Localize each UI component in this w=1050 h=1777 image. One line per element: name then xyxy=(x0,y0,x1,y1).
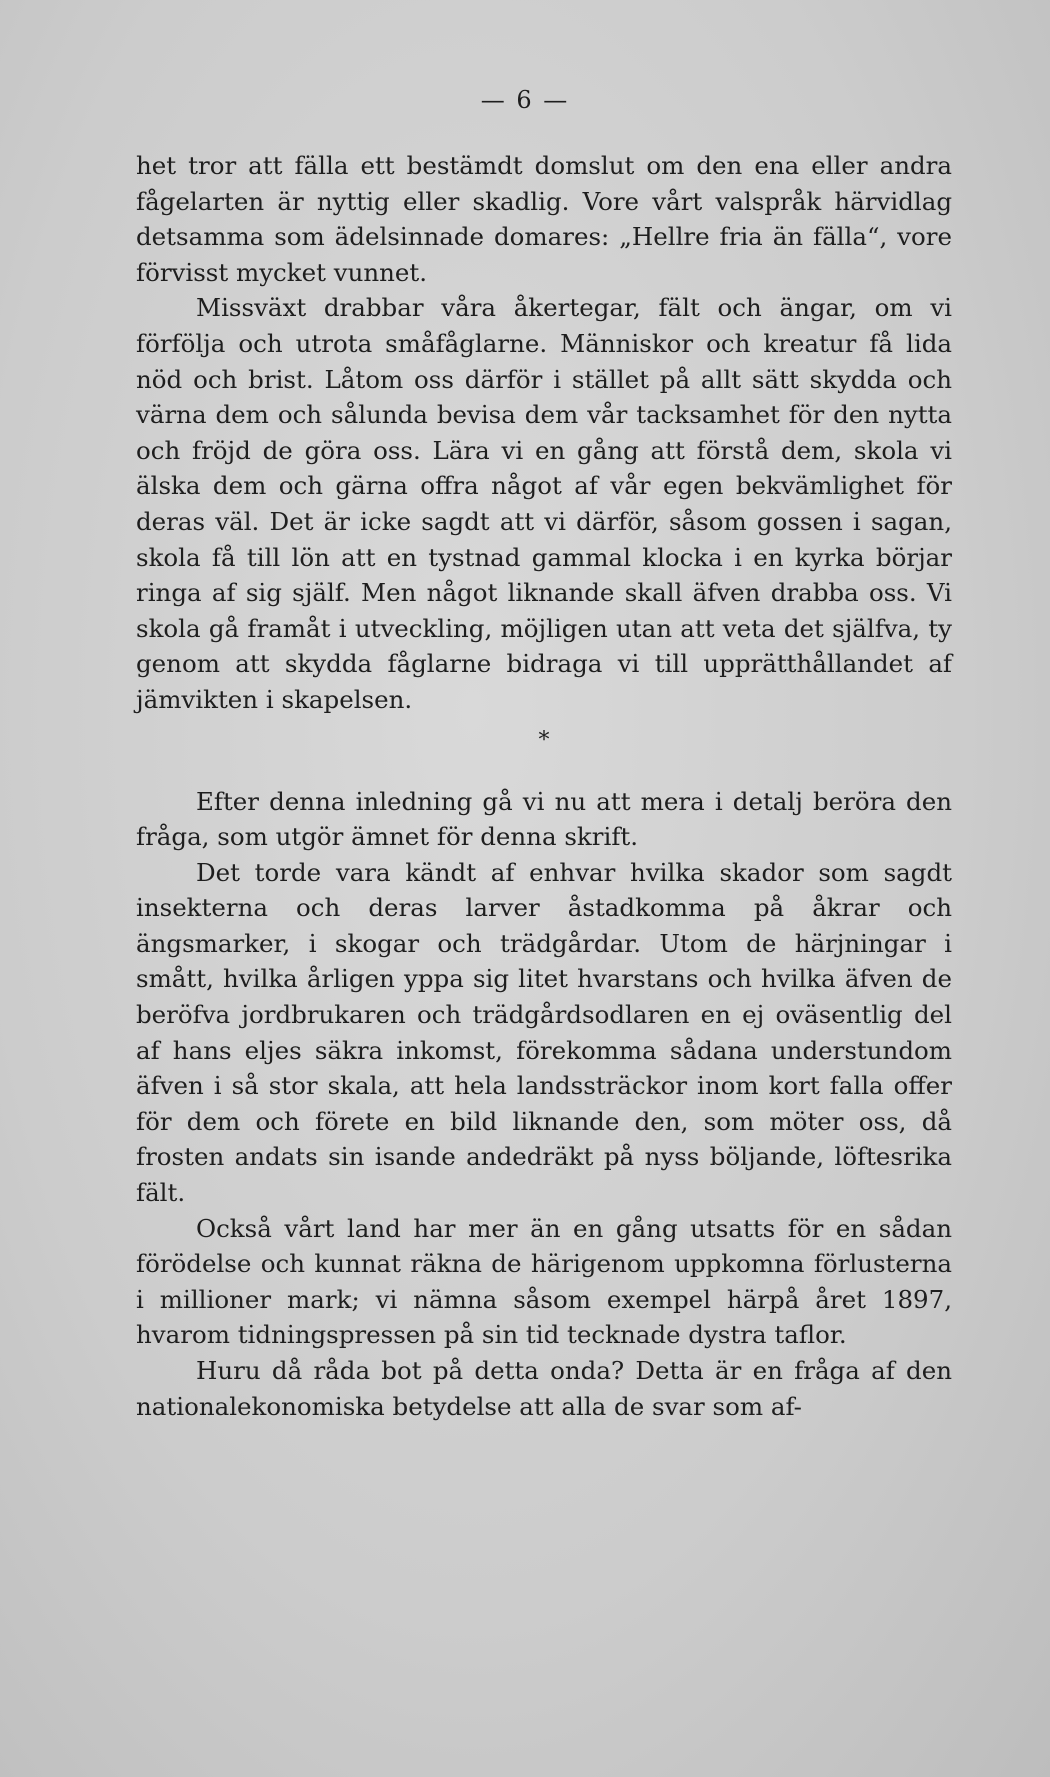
paragraph: Också vårt land har mer än en gång utsatts för en sådan förödelse och kunnat räkna de härigenom uppkomna förlusterna i millioner mark; vi nämna såsom exempel härpå året 1897, hvarom tidningspressen på sin tid tecknade dystra taflor. xyxy=(136,1213,952,1350)
page-number: — 6 — xyxy=(480,86,570,114)
paragraph: Det torde vara kändt af enhvar hvilka skador som sagdt insekterna och deras larver åstadkomma på åkrar och ängsmarker, i skogar och trädgårdar. Utom de härjningar i smått, hvilka årligen yppa sig litet hvarstans och hvilka äfven de beröfva jordbrukaren och trädgårdsodlaren en ej oväsentlig del af hans eljes säkra inkomst, förekomma sådana understundom äfven i så stor skala, att hela landssträckor inom kort falla offer för dem och förete en bild liknande den, som möter oss, då frosten andats sin isande andedräkt på nyss böljande, löftesrika fält. xyxy=(136,857,952,1208)
section-ornament: * xyxy=(538,727,550,753)
paragraph: het tror att fälla ett bestämdt domslut om den ena eller andra fågelarten är nyttig eller skadlig. Vore vårt valspråk härvidlag detsamma som ädelsinnade domares: „Hellre fria än fälla“, vore förvisst mycket vunnet. xyxy=(136,151,952,287)
paragraph: Efter denna inledning gå vi nu att mera i detalj beröra den fråga, som utgör ämnet för denna skrift. xyxy=(136,786,952,852)
body-text xyxy=(136,148,952,1424)
paragraph: Missväxt drabbar våra åkertegar, fält och ängar, om vi förfölja och utrota småfåglarne. Människor och kreatur få lida nöd och brist. Låtom oss därför i stället på allt sätt skydda och värna dem och sålunda bevisa dem vår tacksamhet för den nytta och fröjd de göra oss. Lära vi en gång att förstå dem, skola vi älska dem och gärna offra något af vår egen bekvämlighet för deras väl. Det är icke sagdt att vi därför, såsom gossen i sagan, skola få till lön att en tystnad gammal klocka i en kyrka börjar ringa af sig själf. Men något liknande skall äfven drabba oss. Vi skola gå framåt i utveckling, möjligen utan att veta det själfva, ty genom att skydda fåglarne bidraga vi till upprätthållandet af jämvikten i skapelsen. xyxy=(136,293,952,714)
paragraph: Huru då råda bot på detta onda? Detta är en fråga af den nationalekonomiska betydelse att alla de svar som af- xyxy=(136,1356,952,1421)
